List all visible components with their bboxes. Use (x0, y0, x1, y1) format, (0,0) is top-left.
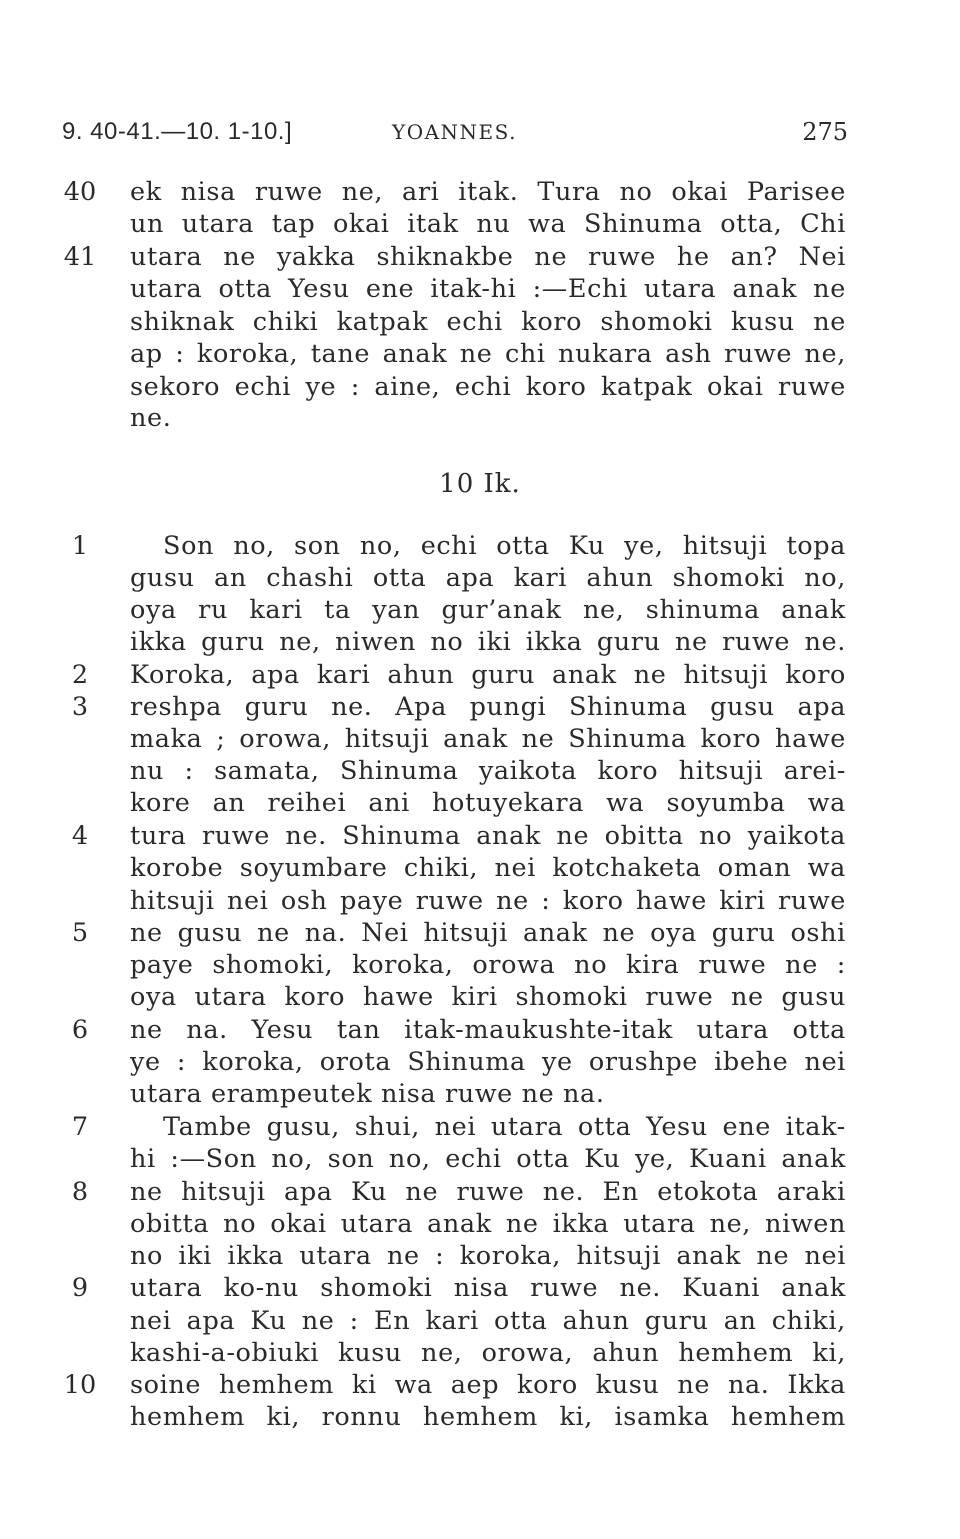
header-book-title: YOANNES. (392, 120, 517, 144)
text-line: ne na. Yesu tan itak-maukushte-itak utara otta (130, 1015, 846, 1045)
text-line: reshpa guru ne. Apa pungi Shinuma gusu apa (130, 692, 846, 722)
verse-number: 7 (71, 1112, 89, 1142)
chapter-heading: 10 Ik. (439, 469, 521, 499)
text-line: obitta no okai utara anak ne ikka utara ne, niwen (130, 1209, 846, 1239)
text-line: korobe soyumbare chiki, nei kotchaketa oman wa (130, 853, 846, 883)
text-line: ne. (130, 403, 172, 433)
text-line: ne hitsuji apa Ku ne ruwe ne. En etokota araki (130, 1177, 846, 1207)
text-line: maka ; orowa, hitsuji anak ne Shinuma koro hawe (130, 724, 846, 754)
text-line: ap : koroka, tane anak ne chi nukara ash ruwe ne, (130, 339, 846, 369)
text-line: un utara tap okai itak nu wa Shinuma otta, Chi (130, 209, 846, 239)
verse-number: 3 (71, 692, 89, 722)
text-line: nei apa Ku ne : En kari otta ahun guru an chiki, (130, 1306, 846, 1336)
verse-number: 9 (71, 1273, 89, 1303)
text-line: hi :—Son no, son no, echi otta Ku ye, Kuani anak (130, 1144, 846, 1174)
text-line: kore an reihei ani hotuyekara wa soyumba wa (130, 788, 846, 818)
text-line: no iki ikka utara ne : koroka, hitsuji anak ne nei (130, 1241, 846, 1271)
text-line: ye : koroka, orota Shinuma ye orushpe ibehe nei (130, 1047, 846, 1077)
text-line: Tambe gusu, shui, nei utara otta Yesu ene itak- (163, 1112, 846, 1142)
text-line: ne gusu ne na. Nei hitsuji anak ne oya guru oshi (130, 918, 846, 948)
text-line: utara ne yakka shiknakbe ne ruwe he an? Nei (130, 242, 846, 272)
text-line: sekoro echi ye : aine, echi koro katpak okai ruwe (130, 372, 846, 402)
text-line: Koroka, apa kari ahun guru anak ne hitsuji koro (130, 660, 846, 690)
text-line: hitsuji nei osh paye ruwe ne : koro hawe kiri ruwe (130, 886, 846, 916)
text-line: ek nisa ruwe ne, ari itak. Tura no okai Parisee (130, 177, 846, 207)
verse-number: 6 (71, 1015, 89, 1045)
header-chapter-range: 9. 40-41.—10. 1-10.] (62, 118, 293, 145)
header-page-number: 275 (802, 118, 848, 146)
verse-number: 5 (71, 918, 89, 948)
text-line: utara erampeutek nisa ruwe ne na. (130, 1079, 605, 1109)
text-line: oya utara koro hawe kiri shomoki ruwe ne gusu (130, 982, 846, 1012)
text-line: hemhem ki, ronnu hemhem ki, isamka hemhem (130, 1402, 846, 1432)
text-line: gusu an chashi otta apa kari ahun shomoki no, (130, 563, 846, 593)
text-line: Son no, son no, echi otta Ku ye, hitsuji topa (163, 531, 846, 561)
text-line: soine hemhem ki wa aep koro kusu ne na. Ikka (130, 1370, 846, 1400)
verse-number: 8 (71, 1177, 89, 1207)
verse-number: 41 (63, 242, 97, 272)
text-line: ikka guru ne, niwen no iki ikka guru ne ruwe ne. (130, 627, 846, 657)
verse-number: 1 (71, 531, 89, 561)
text-line: utara otta Yesu ene itak-hi :—Echi utara anak ne (130, 274, 846, 304)
running-header (0, 112, 960, 152)
verse-number: 2 (71, 660, 89, 690)
text-line: shiknak chiki katpak echi koro shomoki kusu ne (130, 307, 846, 337)
text-line: nu : samata, Shinuma yaikota koro hitsuji arei- (130, 756, 846, 786)
text-line: kashi-a-obiuki kusu ne, orowa, ahun hemhem ki, (130, 1338, 846, 1368)
text-line: utara ko-nu shomoki nisa ruwe ne. Kuani anak (130, 1273, 846, 1303)
text-line: paye shomoki, koroka, orowa no kira ruwe ne : (130, 950, 846, 980)
verse-number: 10 (63, 1370, 97, 1400)
verse-number: 4 (71, 821, 89, 851)
text-line: tura ruwe ne. Shinuma anak ne obitta no yaikota (130, 821, 846, 851)
verse-number: 40 (63, 177, 97, 207)
text-line: oya ru kari ta yan gur’anak ne, shinuma anak (130, 595, 846, 625)
